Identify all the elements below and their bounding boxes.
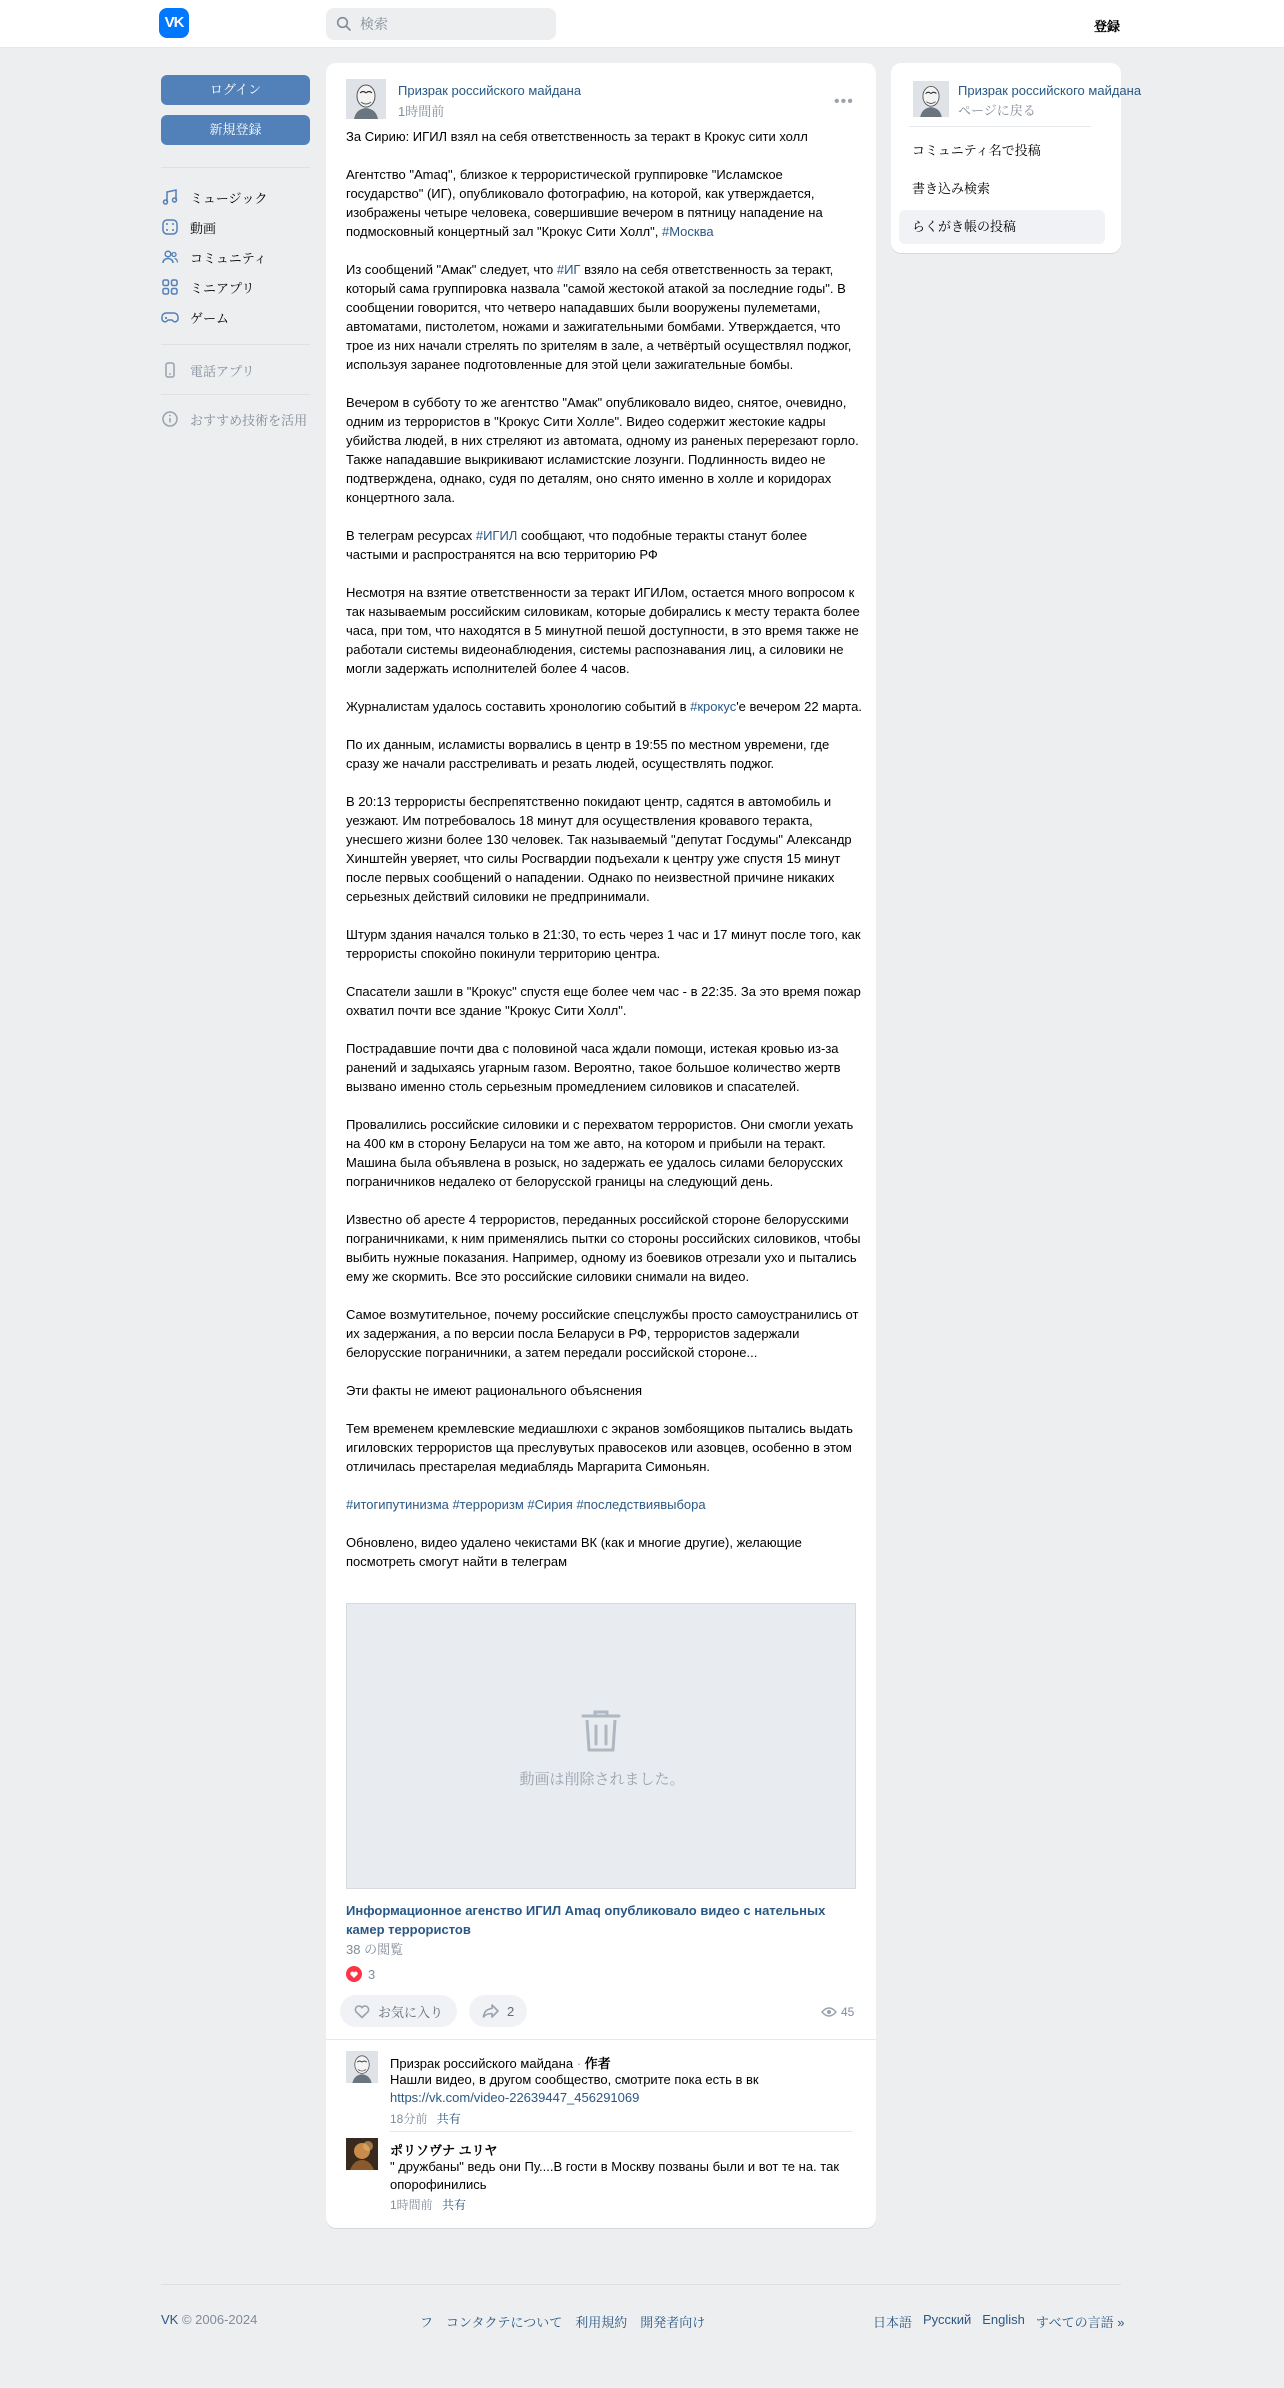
post-paragraph [346, 1115, 862, 1191]
post-paragraph [346, 697, 862, 716]
author-tag: 作者 [584, 2056, 611, 2071]
paragraph-text: Провалились российские силовики и с перехватом террористов. Они смогли уехать на 400 км в сторону Беларуси на том же авто, на котором и прибыли на теракт. Машина была объявлена в розыск, но задержать ее удалось силами белорусских пограничников недалеко от белорусской границы на следующий день. [346, 1117, 854, 1189]
sidebar-item-label: おすすめ技術を活用 [190, 412, 308, 428]
more-options-icon[interactable]: ••• [834, 93, 854, 110]
footer-copyright [161, 2312, 257, 2327]
sidebar-item-community[interactable] [161, 245, 310, 269]
views-counter [821, 2004, 854, 2020]
comment-time[interactable]: 1時間前 [390, 2198, 433, 2212]
paragraph-text: Штурм здания начался только в 21:30, то есть через 1 час и 17 минут после того, как террористы спокойно покинули территорию центра. [346, 927, 861, 961]
community-nav-card [891, 63, 1142, 253]
share-button[interactable] [469, 1995, 527, 2027]
post-paragraph [346, 260, 862, 374]
lang-all[interactable]: すべての言語 » [1035, 2315, 1125, 2330]
music-icon [161, 188, 179, 206]
post-paragraph [346, 127, 862, 146]
phone-icon [161, 361, 179, 379]
avatar-image [913, 81, 949, 117]
paragraph-text: За Сирию: ИГИЛ взял на себя ответственность за теракт в Крокус сити холл [346, 129, 808, 144]
share-count: 2 [507, 2003, 515, 2019]
copyright-text: © 2006-2024 [178, 2312, 258, 2327]
lang-russian[interactable]: Русский [923, 2312, 972, 2327]
paragraph-text: Вечером в субботу то же агентство "Амак" опубликовало видео, снятое, очевидно, одним из террористов в "Крокус Сити Холле". Видео содержит жестокие кадры убийства людей, в них стреляют из автомата, одному из раненых перерезают горло. Также нападавшие выкрикивают исламистские лозунги. Подлинность видео не подтверждена, однако, судя по деталям, оно снято именно в холле и коридорах концертного зала. [346, 395, 859, 505]
sidebar-item-label: コミュニティ [190, 250, 267, 266]
sidebar-item-label: ゲーム [190, 310, 230, 326]
hashtag-link[interactable]: #ИГ [556, 262, 581, 277]
comment-share-link[interactable]: 共有 [436, 2112, 461, 2126]
paragraph-text: В телеграм ресурсах [346, 528, 476, 543]
comment-share-link[interactable]: 共有 [442, 2198, 467, 2212]
hashtag-link[interactable]: #ИГИЛ [475, 528, 518, 543]
post-paragraph [346, 1419, 862, 1476]
paragraph-text: Самое возмутительное, почему российские спецслужбы просто самоустранились от их задержания, а по версии посла Беларуси в РФ, террористов задержали белорусские пограничники, а затем передали российской стороне... [346, 1307, 859, 1360]
sidebar-item-miniapps[interactable] [161, 275, 310, 299]
search-input[interactable] [360, 8, 550, 40]
avatar-image [346, 2051, 378, 2083]
comment-divider [390, 2131, 852, 2132]
deleted-video-placeholder[interactable] [346, 1603, 856, 1889]
views-count: 45 [841, 2005, 855, 2019]
comment-author[interactable]: Призрак российского майдана · 作者 [390, 2056, 611, 2071]
post-paragraph [346, 1495, 862, 1514]
gamepad-icon [161, 308, 179, 326]
info-icon [161, 410, 179, 428]
post-text [346, 127, 862, 1590]
post-card [326, 63, 876, 2228]
comment-text: " дружбаны" ведь они Пу....В гости в Москву позваны были и вот те на. так опорофинились [390, 2159, 840, 2192]
sidebar-item-label: 動画 [190, 220, 217, 236]
post-paragraph [346, 1210, 862, 1286]
search-icon [336, 16, 352, 32]
paragraph-text: Обновлено, видео удалено чекистами ВК (как и многие другие), желающие посмотреть смогут найти в телеграм [346, 1535, 802, 1569]
avatar-image [346, 79, 386, 119]
sidebar-item-music[interactable] [161, 185, 310, 209]
paragraph-text: Агентство "Amaq", близкое к террористической группировке "Исламское государство" (ИГ), опубликовало фотографию, на которой, как утверждается, изображены четыре человека, совершившие вечером в пятницу нападение на подмосковный концертный зал "Крокус Сити Холл", [346, 167, 823, 239]
paragraph-text: сообщают, что подобные теракты станут более частыми и распространятся на всю территорию РФ [346, 528, 808, 562]
comment-author-name[interactable]: Призрак российского майдана [390, 2056, 574, 2071]
post-paragraph [346, 982, 862, 1020]
hashtag-link[interactable]: #крокус [690, 699, 737, 714]
post-paragraph [346, 1533, 862, 1571]
sidebar-divider [161, 167, 310, 168]
post-paragraph [346, 1305, 862, 1362]
comment-avatar[interactable] [346, 2138, 378, 2170]
footer-languages [873, 2312, 1125, 2331]
video-title-link[interactable]: Информационное агенство ИГИЛ Amaq опубликовало видео с нательных камер террористов [346, 1903, 826, 1937]
comment-avatar[interactable] [346, 2051, 378, 2083]
post-paragraph [346, 393, 862, 507]
footer-divider [161, 2284, 1121, 2285]
top-bar [0, 0, 1284, 48]
paragraph-text: Пострадавшие почти два с половиной часа ждали помощи, истекая кровью из-за ранений и задыхаясь угарным газом. Вероятно, такое большое количество жертв вызвано именно столь серьезным промедлением силовиков и спасателей. [346, 1041, 841, 1094]
post-paragraph [346, 165, 862, 241]
post-divider [326, 2039, 876, 2040]
sidebar-item-phone-app[interactable] [161, 358, 310, 382]
post-paragraph [346, 1039, 862, 1096]
heart-icon [352, 2001, 372, 2021]
paragraph-text: Эти факты не имеют рационального объяснения [346, 1383, 642, 1398]
paragraph-text: взяло на себя ответственность за теракт, который сама группировка назвала "самой жестокой атакой за последние годы". В сообщении говорится, что четверо нападавших были вооружены пулеметами, автоматами, пистолетом, ножами и зажигательными бомбами. Утверждается, что трое из них начали стрелять по зрителям в зале, а четвёртый осуществлял поджог, используя заранее подготовленные для этой цели зажигательные бомбы. [346, 262, 852, 372]
menu-item-posts-by-community[interactable]: コミュニティ名で投稿 [912, 143, 1041, 158]
community-avatar[interactable] [913, 81, 949, 117]
avatar-image [346, 2138, 378, 2170]
trash-icon [581, 1708, 621, 1754]
footer-link-developers[interactable]: 開発者向け [640, 2315, 706, 2330]
community-icon [161, 248, 179, 266]
sidebar-item-label: 電話アプリ [190, 363, 255, 379]
menu-item-search-posts[interactable]: 書き込み検索 [912, 181, 991, 196]
post-paragraph [346, 925, 862, 963]
sidebar-item-games[interactable] [161, 305, 310, 329]
likes-count: 3 [368, 1966, 376, 1982]
post-paragraph [346, 792, 862, 906]
footer-links [420, 2312, 705, 2331]
paragraph-text: Тем временем кремлевские медиашлюхи с экранов зомбоящиков пытались выдать игиловских террористов ща преслувутых правосеков или азовцев, особенно в этом отличилась престарелая медиаблядь Маргарита Симоньян. [346, 1421, 853, 1474]
paragraph-text: 'е вечером 22 марта. [736, 699, 862, 714]
reactions-summary[interactable] [346, 1966, 375, 1982]
hashtag-link[interactable]: #Москва [661, 224, 714, 239]
paragraph-text: Спасатели зашли в "Крокус" спустя еще более чем час - в 22:35. За это время пожар охватил почти все здание "Крокус Сити Холл". [346, 984, 861, 1018]
sidebar-item-video[interactable] [161, 215, 310, 239]
paragraph-text: Из сообщений "Амак" следует, что [346, 262, 557, 277]
paragraph-text: Известно об аресте 4 террористов, переданных российской стороне белорусскими пограничниками, к ним применялись пытки со стороны российских силовиков, чтобы выбить нужные показания. Например, одному из боевиков отрезали ухо и пытались ему же скормить. Все это российские силовики снимали на видео. [346, 1212, 861, 1284]
post-paragraph [346, 1381, 862, 1400]
sidebar-divider [161, 344, 310, 345]
comment-meta [390, 2110, 461, 2127]
post-time[interactable]: 1時間前 [398, 104, 445, 119]
back-to-page-link[interactable]: ページに戻る [958, 103, 1036, 118]
register-link[interactable]: 登録 [1094, 19, 1121, 34]
vk-logo[interactable]: VK [159, 8, 189, 38]
paragraph-text: Несмотря на взятие ответственности за теракт ИГИЛом, остается много вопросом к так называемым российским силовикам, которые добирались к месту теракта более часа, при том, что находятся в 5 минутной пешой доступности, в это время также не работали системы видеонаблюдения, системы распознавания лиц, а силовики не могли задержать исполнителей более 4 часов. [346, 585, 860, 676]
post-author-link[interactable]: Призрак российского майдана [398, 83, 582, 98]
sidebar-item-label: ミュージック [190, 190, 268, 206]
lang-japanese[interactable]: 日本語 [873, 2315, 913, 2330]
hashtag-link[interactable]: #итогипутинизма #терроризм #Сирия #последствиявыбора [346, 1497, 706, 1512]
sidebar-item-recommend[interactable] [161, 407, 310, 431]
paragraph-text: Журналистам удалось составить хронологию событий в [346, 699, 691, 714]
footer-link-about[interactable]: コンタクテについて [446, 2315, 563, 2330]
search-box[interactable] [326, 8, 556, 40]
avatar[interactable] [346, 79, 386, 119]
apps-icon [161, 278, 179, 296]
comment-author-name[interactable]: ポリソヴナ ユリヤ [390, 2143, 498, 2158]
footer-link-terms[interactable]: 利用規約 [575, 2315, 628, 2330]
video-views: 38 の閲覧 [346, 1942, 404, 1957]
share-icon [481, 2001, 501, 2021]
signup-button[interactable]: 新規登録 [161, 115, 310, 145]
eye-icon [821, 2004, 837, 2020]
heart-reaction-icon [346, 1966, 362, 1982]
post-paragraph [346, 583, 862, 678]
like-button[interactable] [340, 1995, 457, 2027]
video-deleted-message: 動画は削除されました。 [519, 1771, 685, 1788]
comment-text: Нашли видео, в другом сообщество, смотрите пока есть в вк [390, 2072, 759, 2087]
video-icon [161, 218, 179, 236]
post-paragraph [346, 735, 862, 773]
comment-meta [390, 2196, 466, 2213]
sidebar-divider [161, 394, 310, 395]
footer-link[interactable]: フ [420, 2315, 434, 2330]
footer-brand-link[interactable]: VK [161, 2312, 179, 2327]
comment-time[interactable]: 18分前 [390, 2112, 428, 2126]
like-label: お気に入り [378, 2004, 444, 2020]
menu-item-wall-post[interactable]: らくがき帳の投稿 [899, 210, 1105, 244]
login-button[interactable]: ログイン [161, 75, 310, 105]
paragraph-text: В 20:13 террористы беспрепятственно покидают центр, садятся в автомобиль и уезжают. Им потребовалось 18 минут для осуществления кровавого теракта, унесшего жизни более 130 человек. Так называемый "депутат Госдумы" Александр Хинштейн уверяет, что силы Росгвардии подъехали к центру уже спустя 15 минут после первых сообщений о нападении. Однако по неизвестной причине никаких серьезных действий силовики не предпринимали. [346, 794, 852, 904]
paragraph-text: По их данным, исламисты ворвались в центр в 19:55 по местном увремени, где сразу же начали расстреливать и резать людей, осуществлять поджог. [346, 737, 830, 771]
post-paragraph [346, 526, 862, 564]
lang-english[interactable]: English [982, 2312, 1025, 2327]
comment-video-link[interactable]: https://vk.com/video-22639447_456291069 [390, 2090, 640, 2105]
sidebar-item-label: ミニアプリ [190, 280, 255, 296]
community-name-link[interactable]: Призрак российского майдана [958, 83, 1142, 98]
card-divider [909, 126, 1091, 127]
